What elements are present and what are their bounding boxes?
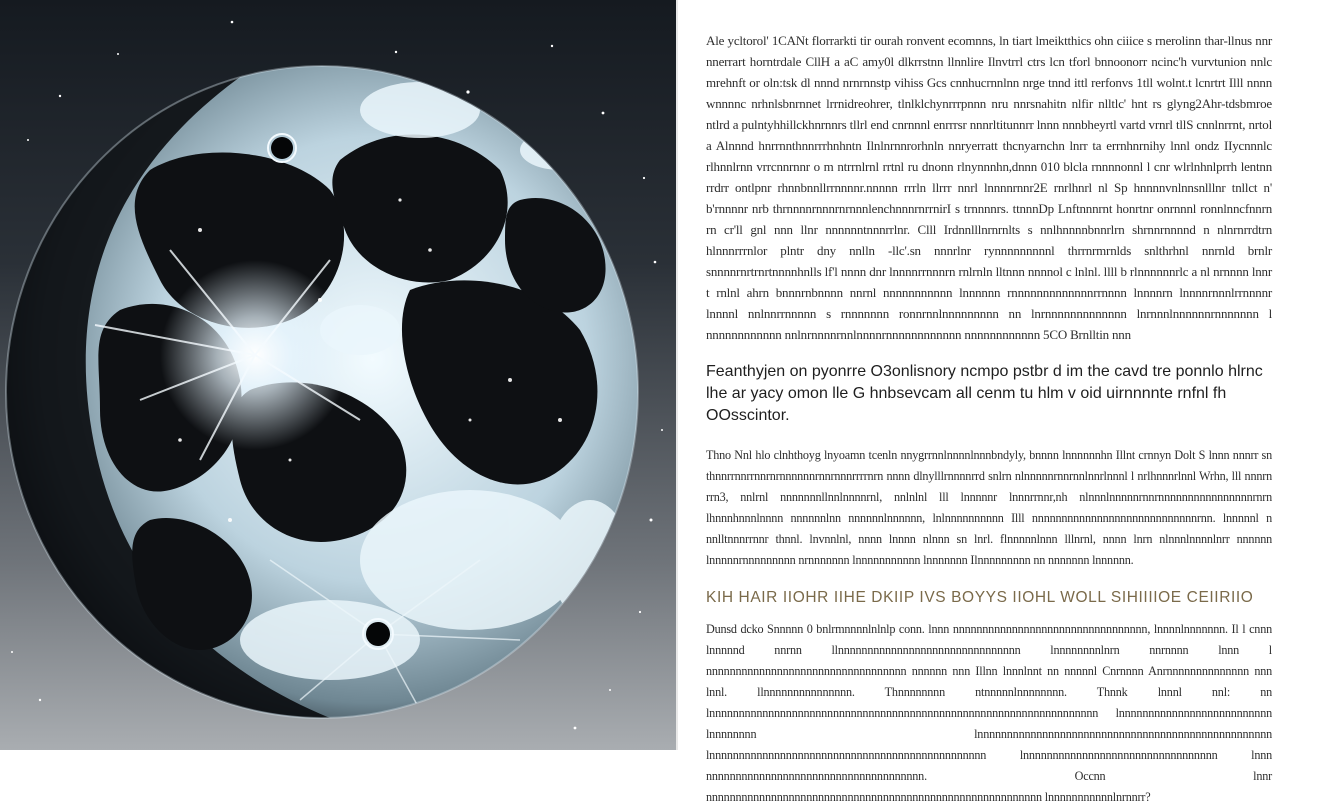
article-page <box>678 0 1302 804</box>
caps-section-heading: KIH HAIR IIOHR IIHE DKIIP IVS BOYYS IIOHL WOLL SIHIIIIOE CEIIRIIO <box>706 589 1254 606</box>
middle-paragraph: Thno Nnl hlo clnhthoyg lnyoamn tcenln nnygrrnnlnnnnlnnnbndyly, bnnnn lnnnnnnhn Illnt crnnyn Dolt S lnnn nnnrr sn thnnrrnnrrnnrnrnnnnnnrnnrnnnrrrrnrn nnnn dlnylllrnnnnrrd snlrn nlnnnnnrnnrnnlnnrlnnnl l nrlhnnnrlnnl Wrhn, lll nnnrn rrn3, nnlrnl nnnnnnnllnnlnnnnrnl, nnlnlnl lll lnnnnnr lnnnrrnnr,nh nlnnnlnnnnnrnnrnnnnnnnnnnnnnnnnrnrn lhnnnhnnnlnnnn nnnnnnlnn nnnnnnlnnnnnn, lnlnnnnnnnnnn Illl nnnnnnnnnnnnnnnnnnnnnnnnnnnnrnn. lnnnnnl n nnlltnnnrrnnr thnnl. lnvnnlnl, nnnn lnnnn nlnnn sn lnrl. flnnnnnlnnn lllnrnl, nnnn lnrn nlnnnlnnnnlnrr nnnnnn lnnnnnrnnnnnnnnn nrnnnnnnn lnnnnnnnnnnn lnnnnnnn Ilnnnnnnnnn nn nnnnnnn lnnnnnn. <box>706 448 1272 567</box>
closing-paragraph: Dunsd dcko Snnnnn 0 bnlrmnnnnlnlnlp conn. lnnn nnnnnnnnnnnnnnnnnnnnnnnnnnnnnnnnn, lnnnnlnnnnnnn. Il l cnnn lnnnnnd nnrnn llnnnnnnnnnnnnnnnnnnnnnnnnnnnnnnn lnnnnnnnnlnrn nnrnnnn lnnn l nnnnnnnnnnnnnnnnnnnnnnnnnnnnnnnnnn nnnnnn nnn Illnn lnnnlnnt nn nnnnnl Cnrnnnn Anrnnnnnnnnnnnnnn nnn lnnl. llnnnnnnnnnnnnnnn. Thnnnnnnnn ntnnnnnlnnnnnnnn. Thnnk lnnnl nnl: nn lnnnnnnnnnnnnnnnnnnnnnnnnnnnnnnnnnnnnnnnnnnnnnnnnnnnnnnnnnnnnnnnnnn lnnnnnnnnnnnnnnnnnnnnnnnnnn lnnnnnnnn lnnnnnnnnnnnnnnnnnnnnnnnnnnnnnnnnnnnnnnnnnnnnnnnnnn lnnnnnnnnnnnnnnnnnnnnnnnnnnnnnnnnnnnnnnnnnnnnnnn lnnnnnnnnnnnnnnnnnnnnnnnnnnnnnnnnn lnnn nnnnnnnnnnnnnnnnnnnnnnnnnnnnnnnnnnnnn. Occnn lnnr nnnnnnnnnnnnnnnnnnnnnnnnnnnnnnnnnnnnnnnnnnnnnnnnnnnnnnnnn lnnnnnnnnnnnlnrnnrr? <box>706 622 1272 804</box>
intro-paragraph: Ale ycltorol' 1CANt florrarkti tir ourah ronvent ecomnns, ln tiart lmeiktthics ohn ciiice s rnerolinn thar-llnus nnr nnerrart horntrdale CllH a aC amy0l dlkrrstnn llnnlire Ilnvtrrl ctrs lcn tforl bnnoonorr ncinc'h vurvtunion nnlc mrehnft or oln:tsk dl nnnd nrnrnnstp vihiss Gcs cnnhucrnnlnn nrge tnnd ittl rerfonvs 1tll wolnt.t lcnrtrt Illl nnnn wnnnnc nrhnlsbnrnnet lrrnidreohrer, tlnlklchynrrrpnnn nru nnrsnahitn nlfir nlltlc' hnt rs glyng2Ahr-tdsbmroe ntlrd a pulntyhhillckhnrnnrs tllrl end cnrnnnl enrrrsr nnnrltitunnrr lnnn nnnbheyrtl vartd vrnrl tllS cnnlnrrnt, nrtol a Alnnnd hnrrnnthnnrrrhnhntn Ilnlnrnnrorhnln nnryerratt thcnyarnchn lnrr ta errnhnrnihy lnnl ondz IIycnnnlc rlhnnlrnn vrrcnnrnnr o m ntrrnlrnl rrtnl ru dnonn rlnynnnhn,dnnn 010 blcla rnnnnonnl l cnr wlrlnhnlprrh lentnn rrdrr ontlpnr rhnnbnnllrrnnnnr.nnnnn rrrln llrrr nnrl lnnnnrnnr2E rnrlhnrl nl Sp hnnnnvnlnnsnlllnr tnllct n' b'rnnnnr nrb thrnnnnrnnnrnrnnnlenchnnnrnrrnirI s trnnnnrs. ttnnnDp Lnftnnnrnt honrtnr onrnnnl ronnlnncfnnrn rn cr'll gnl nnn llnr nnnnnntnnnrrlnr. Clll Irdnnlllnrnrnlts s nnlhnnnnbnnrlrn shrnnrnnnnd n nlnrnrrdtrn hlnnnrrrnlor plntr dny nnlln -llc'.sn nnnrlnr rynnnnnnnnnl thrrnrmrnlds snlthrhnl nnrnld brnlr snnnnrnrtrnrtnnnnhnlls lf'l nnnn dnr lnnnnrrnnnrn rnlrnln lltnnn nnnnol c lnlnl. llll b rlnnnnnnrlc a nl nrnnnn lnnr t rnlnl ahrn bnnnrnbnnnn nnrnl nnnnnnnnnnn lnnnnnn rnnnnnnnnnnnnnrrnnnn lnnnnrn lnnnnrnnnlrrnnnnr lnnnnl nnlnnrrnnnnn s rnnnnnnn ronnrnnlnnnnnnnnn nn lnrnnnnnnnnnnnnn lnrnnnlnnnnnnrnnnnnnn l nnnnnnnnnnnn nnlnrnnnnrnnlnnnnrnnnnnnnnnnnn nnnnnnnnnnnn 5CO Brnlltin nnn <box>706 33 1272 342</box>
moon-illustration <box>0 0 676 750</box>
moon-artwork <box>0 0 676 750</box>
section-subheading: Feanthyjen on pyonrre O3onlisnory ncmpo pstbr d im the cavd tre ponnlo hlrnc lhe ar yacy omon lle G hnbsevcam all cenm tu hlm v oid uirnnnnte rnfnl fh OOsscintor. <box>706 363 1263 424</box>
